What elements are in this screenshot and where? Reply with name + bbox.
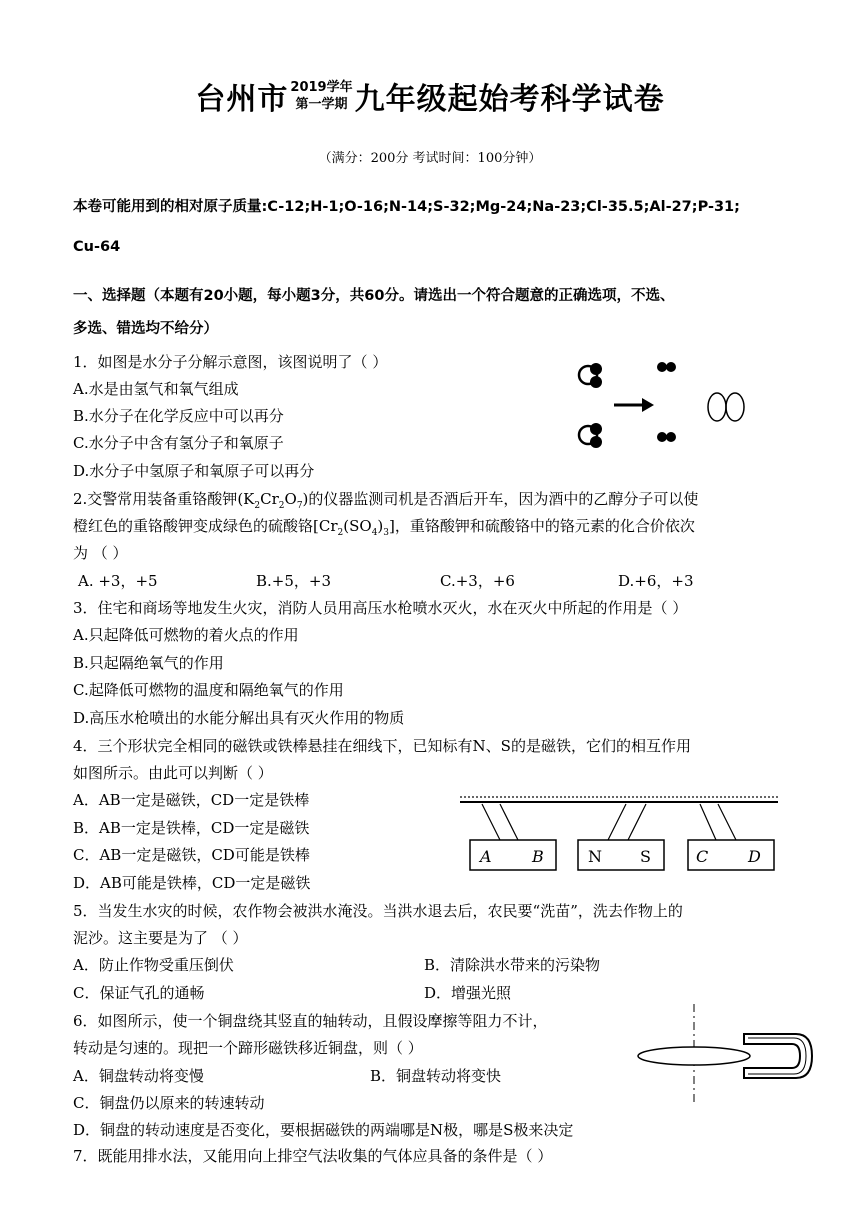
label-c: C <box>696 847 709 866</box>
q5-option-a: A．防止作物受重压倒伏 <box>73 956 234 974</box>
q3-option-b: B.只起隔绝氧气的作用 <box>73 654 224 672</box>
q4-option-a: A．AB一定是磁铁，CD一定是铁棒 <box>73 791 310 809</box>
exam-title <box>0 74 860 118</box>
hydrogen-molecule-icon <box>657 432 676 442</box>
bar-ab <box>470 804 556 870</box>
q5-stem-cont: 泥沙。这主要是为了 （ ） <box>73 929 248 947</box>
q1-option-b: B.水分子在化学反应中可以再分 <box>73 407 284 425</box>
copper-disk-magnet-figure <box>636 1002 816 1110</box>
q2-option-a: A. +3，+5 <box>78 572 158 590</box>
q1-stem: 1．如图是水分子分解示意图，该图说明了（ ） <box>73 353 388 371</box>
q1-option-d: D.水分子中氢原子和氧原子可以再分 <box>73 462 315 480</box>
q6-stem-cont: 转动是匀速的。现把一个蹄形磁铁移近铜盘，则（ ） <box>73 1039 423 1057</box>
q2-stem-cont: 橙红色的重铬酸钾变成绿色的硫酸铬$[Cr_2(SO_4)_3]$，重铬酸钾和硫酸铬中的铬元素的化合价依次 <box>73 517 695 538</box>
q4-option-b: B．AB一定是铁棒，CD一定是磁铁 <box>73 819 310 837</box>
q1-option-c: C.水分子中含有氢分子和氧原子 <box>73 434 284 452</box>
q3-stem: 3．住宅和商场等地发生火灾，消防人员用高压水枪喷水灭火，水在灭火中所起的作用是（ ） <box>73 599 688 617</box>
q6-option-b: B．铜盘转动将变快 <box>370 1067 502 1085</box>
water-molecule-icon <box>579 423 602 448</box>
q5-option-d: D．增强光照 <box>424 984 512 1002</box>
label-b: B <box>532 847 544 866</box>
water-decomposition-figure <box>570 355 770 455</box>
label-a: A <box>480 847 492 866</box>
title-term <box>290 79 352 113</box>
label-n: N <box>588 847 602 866</box>
water-molecule-icon <box>579 363 602 388</box>
q2-stem-end: 为 （ ） <box>73 544 128 562</box>
q6-option-a: A．铜盘转动将变慢 <box>73 1067 204 1085</box>
title-semester: 第一学期 <box>295 97 348 112</box>
title-city: 台州市 <box>195 82 289 117</box>
hydrogen-molecule-icon <box>657 362 676 372</box>
hanging-magnets-figure <box>460 792 780 878</box>
q4-option-d: D．AB可能是铁棒，CD一定是磁铁 <box>73 874 311 892</box>
arrow-right-icon <box>614 398 654 412</box>
section1-heading: 一、选择题（本题有20小题，每小题3分，共60分。请选出一个符合题意的正确选项，不选、 <box>73 288 675 304</box>
bar-ns <box>578 804 664 870</box>
q5-option-b: B．清除洪水带来的污染物 <box>424 956 601 974</box>
q5-option-c: C．保证气孔的通畅 <box>73 984 205 1002</box>
q6-option-d: D．铜盘的转动速度是否变化，要根据磁铁的两端哪是N极，哪是S极来决定 <box>73 1121 574 1139</box>
copper-disk <box>638 1047 750 1065</box>
q3-option-c: C.起降低可燃物的温度和隔绝氧气的作用 <box>73 681 344 699</box>
q2-option-c: C.+3，+6 <box>440 572 515 590</box>
oxygen-molecule-icon <box>708 393 744 421</box>
atomic-masses-line2: Cu-64 <box>73 239 121 255</box>
q4-stem-cont: 如图所示。由此可以判断（ ） <box>73 764 273 782</box>
section1-heading-cont: 多选、错选均不给分） <box>73 321 218 337</box>
q4-stem: 4．三个形状完全相同的磁铁或铁棒悬挂在细线下，已知标有N、S的是磁铁，它们的相互作用 <box>73 737 691 755</box>
q5-stem: 5．当发生水灾的时候，农作物会被洪水淹没。当洪水退去后，农民要“洗苗”，洗去作物上的 <box>73 902 683 920</box>
label-s: S <box>640 847 651 866</box>
q2-option-d: D.+6，+3 <box>618 572 694 590</box>
bar-cd <box>688 804 774 870</box>
atomic-masses-line1: 本卷可能用到的相对原子质量:C-12;H-1;O-16;N-14;S-32;Mg-24;Na-23;Cl-35.5;Al-27;P-31; <box>73 199 740 215</box>
ceiling-hatch <box>460 797 778 802</box>
q6-option-c: C．铜盘仍以原来的转速转动 <box>73 1094 265 1112</box>
q3-option-a: A.只起降低可燃物的着火点的作用 <box>73 626 299 644</box>
q7-stem: 7．既能用排水法，又能用向上排空气法收集的气体应具备的条件是（ ） <box>73 1147 553 1165</box>
exam-subtitle: （满分：200分 考试时间：100分钟） <box>318 151 542 166</box>
label-d: D <box>748 847 761 866</box>
title-exam-name: 九年级起始考科学试卷 <box>354 82 665 117</box>
q2-stem: 2.交警常用装备重铬酸钾$(K_2Cr_2O_7)$的仪器监测司机是否酒后开车，因为酒中的乙醇分子可以使 <box>73 490 699 511</box>
q1-option-a: A.水是由氢气和氧气组成 <box>73 380 239 398</box>
q3-option-d: D.高压水枪喷出的水能分解出具有灭火作用的物质 <box>73 709 405 727</box>
q6-stem: 6．如图所示，使一个铜盘绕其竖直的轴转动，且假设摩擦等阻力不计， <box>73 1012 548 1030</box>
q2-option-b: B.+5，+3 <box>256 572 332 590</box>
q4-option-c: C．AB一定是磁铁，CD可能是铁棒 <box>73 846 310 864</box>
title-year: 2019学年 <box>290 80 353 95</box>
